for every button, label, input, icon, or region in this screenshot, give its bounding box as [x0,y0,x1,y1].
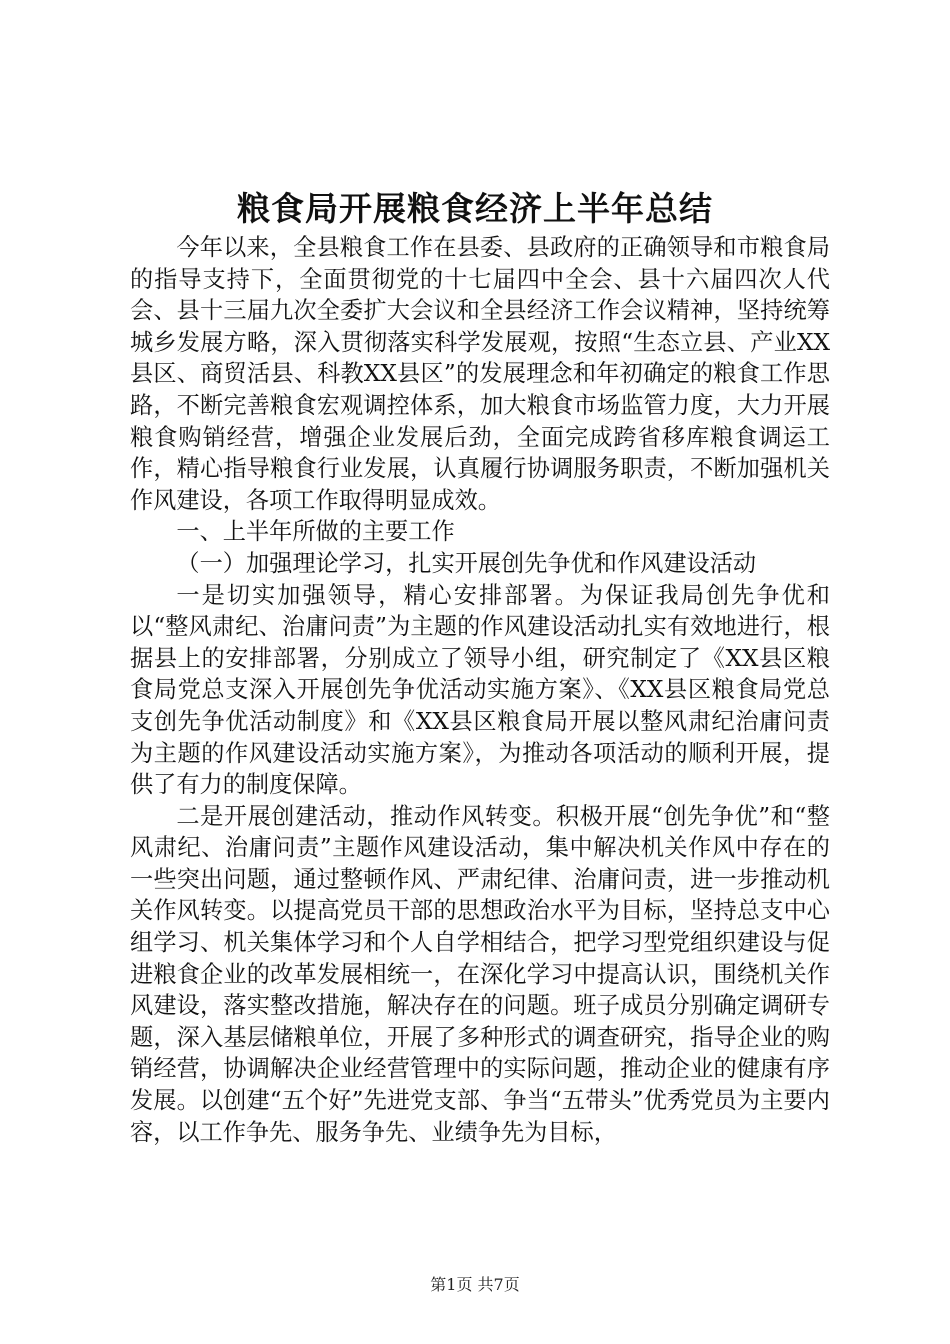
intro-paragraph: 今年以来，全县粮食工作在县委、县政府的正确领导和市粮食局的指导支持下，全面贯彻党的十七届四中全会、县十六届四次人代会、县十三届九次全委扩大会议和全县经济工作会议精神，坚持统筹城乡发展方略，深入贯彻落实科学发展观，按照“生态立县、产业XX县区、商贸活县、科教XX县区”的发展理念和年初确定的粮食工作思路，不断完善粮食宏观调控体系，加大粮食市场监管力度，大力开展粮食购销经营，增强企业发展后劲，全面完成跨省移库粮食调运工作，精心指导粮食行业发展，认真履行协调服务职责，不断加强机关作风建设，各项工作取得明显成效。 [130,234,830,514]
page-footer: 第1页 共7页 [430,1275,520,1294]
point-one-paragraph: 一是切实加强领导，精心安排部署。为保证我局创先争优和以“整风肃纪、治庸问责”为主题的作风建设活动扎实有效地进行，根据县上的安排部署，分别成立了领导小组，研究制定了《XX县区粮食局党总支深入开展创先争优活动实施方案》、《XX县区粮食局党总支创先争优活动制度》和《XX县区粮食局开展以整风肃纪治庸问责为主题的作风建设活动实施方案》，为推动各项活动的顺利开展，提供了有力的制度保障。 [130,581,830,799]
subsection-heading: （一）加强理论学习，扎实开展创先争优和作风建设活动 [176,549,757,577]
document-body [130,232,830,1148]
section-heading: 一、上半年所做的主要工作 [176,518,455,546]
point-two-paragraph: 二是开展创建活动，推动作风转变。积极开展“创先争优”和“整风肃纪、治庸问责”主题作风建设活动，集中解决机关作风中存在的一些突出问题，通过整顿作风、严肃纪律、治庸问责，进一步推动机关作风转变。以提高党员干部的思想政治水平为目标，坚持总支中心组学习、机关集体学习和个人自学相结合，把学习型党组织建设与促进粮食企业的改革发展相统一，在深化学习中提高认识，围绕机关作风建设，落实整改措施，解决存在的问题。班子成员分别确定调研专题，深入基层储粮单位，开展了多种形式的调查研究，指导企业的购销经营，协调解决企业经营管理中的实际问题，推动企业的健康有序发展。以创建“五个好”先进党支部、争当“五带头”优秀党员为主要内容，以工作争先、服务争先、业绩争先为目标， [130,802,830,1146]
document-title: 粮食局开展粮食经济上半年总结 [237,189,713,228]
